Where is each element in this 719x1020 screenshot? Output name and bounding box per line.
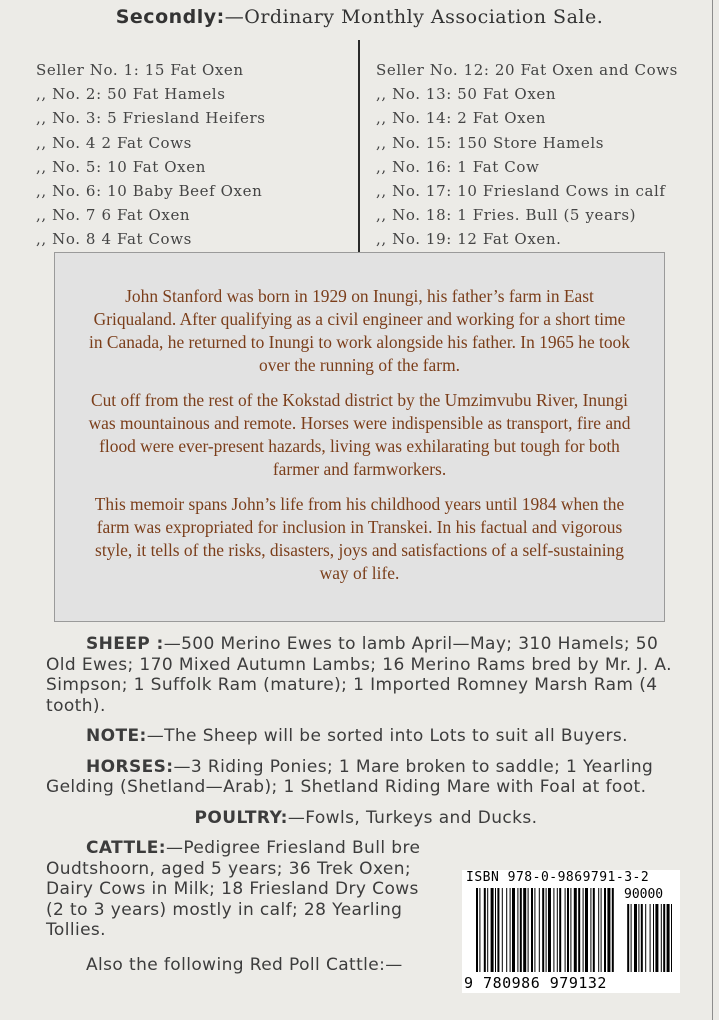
barcode-bar xyxy=(528,888,529,972)
poultry-text: —Fowls, Turkeys and Ducks. xyxy=(287,807,538,828)
addon-bar xyxy=(661,904,662,972)
barcode-bar xyxy=(546,888,547,972)
poultry-key: POULTRY: xyxy=(194,807,288,828)
barcode-bar xyxy=(565,888,566,972)
sale-line: ,, No. 5: 10 Fat Oxen xyxy=(36,157,206,176)
addon-bar xyxy=(641,904,643,972)
poultry-paragraph xyxy=(46,808,686,829)
note-key: NOTE: xyxy=(86,726,147,746)
ean-digits: 9 780986 979132 xyxy=(464,974,607,992)
barcode-bar xyxy=(542,888,544,972)
isbn-barcode xyxy=(462,870,680,993)
sale-line: Seller No. 1: 15 Fat Oxen xyxy=(36,61,244,79)
addon-bar xyxy=(634,904,637,972)
barcode-bar xyxy=(601,888,602,972)
sale-line: ,, No. 4 2 Fat Cows xyxy=(36,133,192,152)
sale-line: ,, No. 13: 50 Fat Oxen xyxy=(376,85,557,104)
barcode-bar xyxy=(574,888,577,972)
sale-line: ,, No. 15: 150 Store Hamels xyxy=(376,133,605,152)
horses-text: —3 Riding Ponies; 1 Mare broken to saddle; 1 Yearling Gelding (Shetland—Arab); 1 Shetland Riding Mare with Foal at foot. xyxy=(46,756,654,797)
barcode-bar xyxy=(612,888,614,972)
horses-paragraph xyxy=(46,757,686,798)
blurb-box xyxy=(54,252,665,622)
barcode-bar xyxy=(548,888,551,972)
sale-line: ,, No. 3: 5 Friesland Heifers xyxy=(36,109,266,128)
note-text: —The Sheep will be sorted into Lots to suit all Buyers. xyxy=(146,726,628,746)
addon-bar xyxy=(645,904,646,972)
barcode-bar xyxy=(553,888,554,972)
barcode-bar xyxy=(593,888,595,972)
sale-line: ,, No. 6: 10 Baby Beef Oxen xyxy=(36,182,263,201)
barcode-bar xyxy=(523,888,526,972)
sale-heading-rest: —Ordinary Monthly Association Sale. xyxy=(224,6,604,28)
barcode-bar xyxy=(539,888,540,972)
addon-bar xyxy=(663,904,665,972)
sale-list-right xyxy=(376,58,706,252)
barcode-bar xyxy=(502,888,503,972)
barcode-bar xyxy=(506,888,507,972)
barcode-bar xyxy=(590,888,591,972)
barcode-bar xyxy=(578,888,580,972)
sale-line: ,, No. 16: 1 Fat Cow xyxy=(376,157,540,176)
addon-code: 90000 xyxy=(624,887,664,902)
blurb-paragraph: This memoir spans John’s life from his childhood years until 1984 when the farm was expropriated for inclusion in Transkei. In his factual and vigorous style, it tells of the risks, disasters, joys and satisfactions of a self-sustaining way of life. xyxy=(94,494,625,583)
barcode-bar xyxy=(495,888,496,972)
barcode-bar xyxy=(520,888,522,972)
sale-line: ,, No. 2: 50 Fat Hamels xyxy=(36,85,226,104)
addon-bar xyxy=(631,904,632,972)
sheep-text: —500 Merino Ewes to lamb April—May; 310 Hamels; 50 Old Ewes; 170 Mixed Autumn Lambs; 16 Merino Rams bred by Mr. J. A. Simpson; 1 Suffolk Ram (mature); 1 Imported Romney Marsh Ram (4 tooth). xyxy=(46,634,672,716)
note-paragraph xyxy=(46,726,686,747)
barcode-bar xyxy=(567,888,569,972)
barcode-bar xyxy=(534,888,535,972)
sale-heading xyxy=(0,6,719,28)
addon-bar xyxy=(638,904,639,972)
barcode-bar xyxy=(484,888,486,972)
barcode-bar xyxy=(604,888,606,972)
barcode-bar xyxy=(491,888,494,972)
blurb-paragraph: John Stanford was born in 1929 on Inungi, his father’s farm in East Griqualand. After qualifying as a civil engineer and working for a short time in Canada, he returned to Inungi to work alongside his father. In 1965 he took over the running of the farm. xyxy=(89,286,630,375)
barcode-bar xyxy=(557,888,558,972)
barcode-bar xyxy=(598,888,599,972)
barcode-bar xyxy=(512,888,515,972)
sale-line: ,, No. 8 4 Fat Cows xyxy=(36,230,192,249)
sheep-paragraph xyxy=(46,634,686,716)
sale-heading-prefix: Secondly: xyxy=(115,6,225,28)
addon-bar xyxy=(667,904,670,972)
sale-line: ,, No. 18: 1 Fries. Bull (5 years) xyxy=(376,206,637,225)
horses-key: HORSES: xyxy=(86,756,174,777)
sale-line: ,, No. 14: 2 Fat Oxen xyxy=(376,109,546,128)
sale-line: ,, No. 19: 12 Fat Oxen. xyxy=(376,230,562,249)
sale-line: ,, No. 7 6 Fat Oxen xyxy=(36,206,191,225)
barcode-bar xyxy=(583,888,584,972)
cattle-line: (2 to 3 years) mostly in calf; 28 Yearling xyxy=(46,899,403,920)
barcode-bar xyxy=(487,888,488,972)
sale-list-left xyxy=(36,58,356,252)
addon-bar xyxy=(655,904,658,972)
addon-bar xyxy=(650,904,651,972)
cattle-key: CATTLE: xyxy=(86,838,166,858)
cattle-line: Dairy Cows in Milk; 18 Friesland Dry Cows xyxy=(46,879,419,899)
sale-line: Seller No. 12: 20 Fat Oxen and Cows xyxy=(376,61,678,79)
barcode-bar xyxy=(585,888,588,972)
sheep-key: SHEEP : xyxy=(86,634,164,654)
barcode-bar xyxy=(531,888,533,972)
addon-bar xyxy=(627,904,629,972)
barcode-bar xyxy=(497,888,499,972)
cattle-line: Tollies. xyxy=(46,920,106,940)
column-divider xyxy=(358,40,360,252)
sale-line: ,, No. 17: 10 Friesland Cows in calf xyxy=(376,182,666,201)
cattle-line: Oudtshoorn, aged 5 years; 36 Trek Oxen; xyxy=(46,858,412,879)
barcode-bar xyxy=(517,888,518,972)
addon-bar xyxy=(671,904,672,972)
barcode-bar xyxy=(476,888,478,972)
barcode-bar xyxy=(570,888,571,972)
cattle-line: —Pedigree Friesland Bull bre xyxy=(165,838,421,858)
barcode-bar xyxy=(607,888,610,972)
blurb-paragraph: Cut off from the rest of the Kokstad district by the Umzimvubu River, Inungi was mountainous and remote. Horses were indispensible as transport, fire and flood were ever-present hazards, living was exhilarating but tough for both farmer and farmworkers. xyxy=(88,390,631,479)
barcode-bar xyxy=(510,888,511,972)
page-edge-rule xyxy=(712,0,713,1020)
isbn-label: ISBN 978-0-9869791-3-2 xyxy=(466,870,650,885)
redpoll-paragraph: Also the following Red Poll Cattle:— xyxy=(86,954,403,975)
barcode-bar xyxy=(559,888,561,972)
barcode-bar xyxy=(479,888,480,972)
addon-bar xyxy=(653,904,654,972)
